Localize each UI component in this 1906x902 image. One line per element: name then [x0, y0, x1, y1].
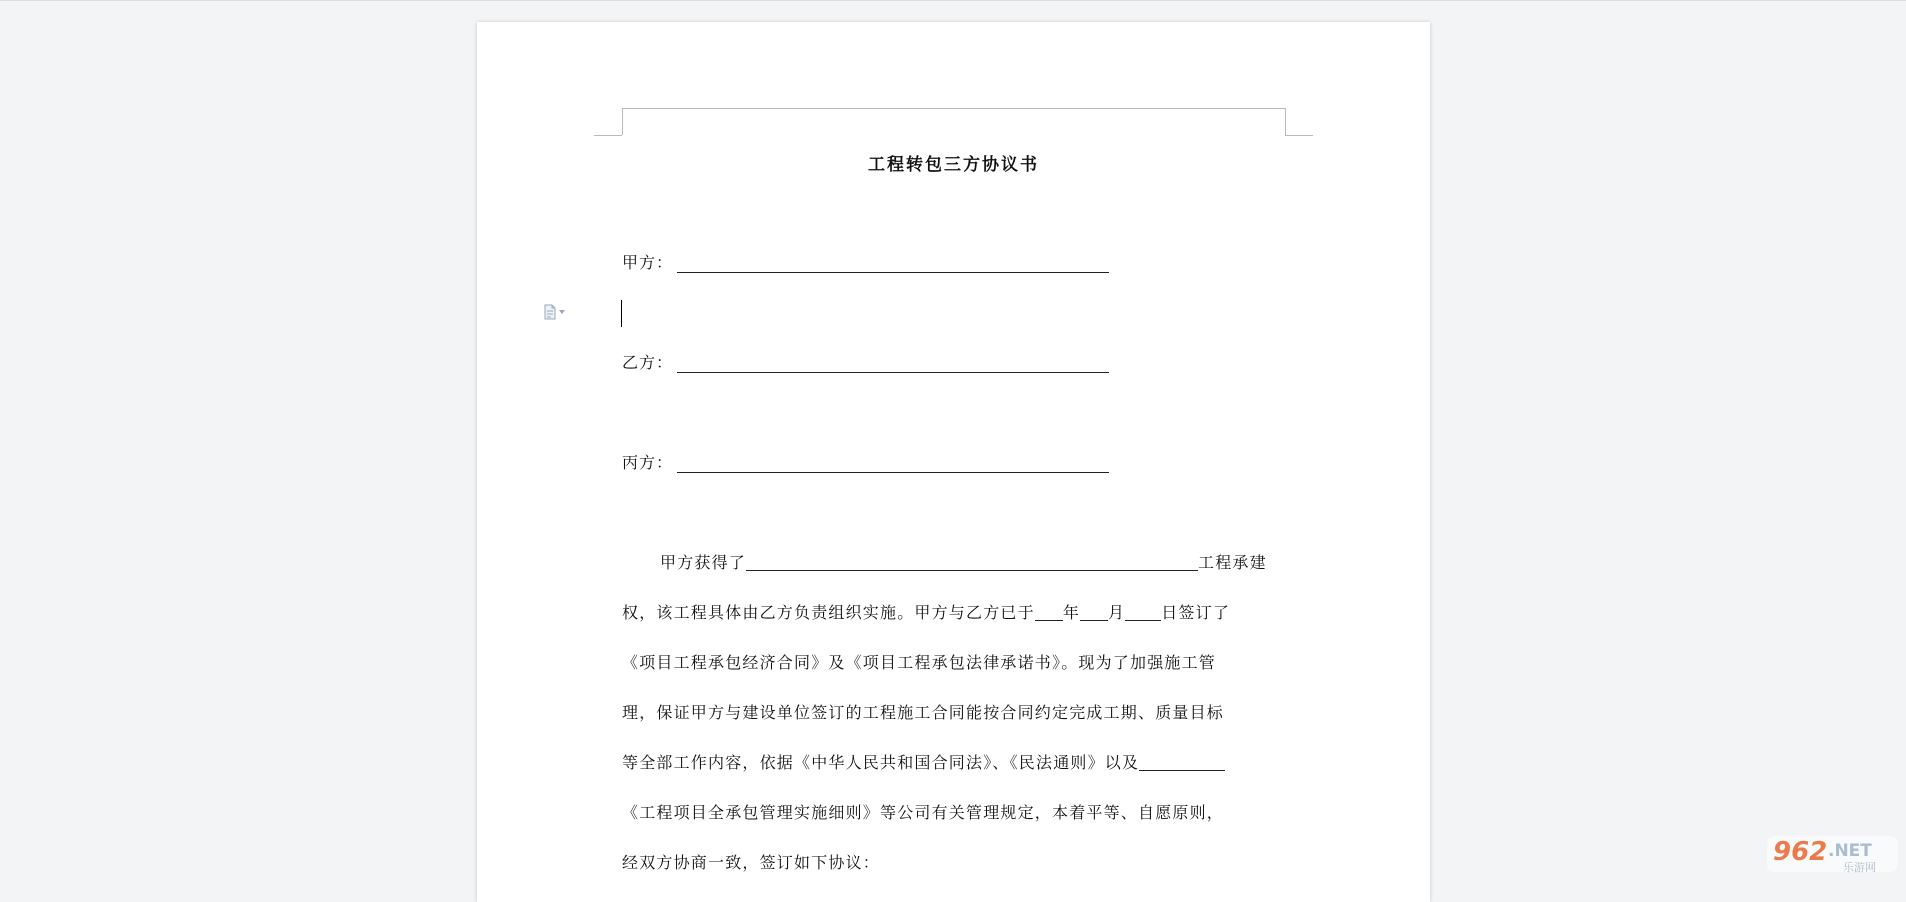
day-blank[interactable]: [1125, 602, 1161, 621]
svg-text:乐游网: 乐游网: [1843, 861, 1876, 874]
body-line-4: 理，保证甲方与建设单位签订的工程施工合同能按合同约定完成工期、质量目标: [622, 703, 1225, 722]
paragraph-options-icon: [543, 304, 557, 320]
body-line-1: [622, 538, 1285, 588]
body-line-6: 《工程项目全承包管理实施细则》等公司有关管理规定，本着平等、自愿原则，: [622, 803, 1225, 822]
party-a-label: 甲方：: [622, 253, 674, 272]
year-blank[interactable]: [1035, 602, 1063, 621]
project-name-blank[interactable]: [746, 552, 1198, 571]
party-c-label: 丙方：: [622, 453, 674, 472]
body-line-5: [622, 738, 1285, 788]
body-text: 甲方获得了: [660, 553, 747, 572]
document-page[interactable]: [477, 22, 1430, 902]
party-c-row: [622, 449, 1109, 473]
body-text: 工程承建: [1198, 553, 1267, 572]
body-line-2: [622, 588, 1285, 638]
party-c-blank[interactable]: [677, 450, 1109, 473]
body-text: 月: [1108, 603, 1126, 622]
party-b-label: 乙方：: [622, 353, 674, 372]
chevron-down-icon: [559, 310, 565, 314]
text-cursor: [621, 300, 622, 327]
paragraph-options[interactable]: [543, 304, 569, 320]
toolbar-bottom-border: [0, 0, 1906, 1]
body-text: 权，该工程具体由乙方负责组织实施。甲方与乙方已于: [622, 603, 1035, 622]
body-text: 日签订了: [1161, 603, 1231, 622]
site-watermark-logo: [1765, 830, 1900, 874]
header-left-tick: [594, 135, 622, 136]
body-text: 年: [1062, 603, 1081, 622]
regulation-blank[interactable]: [1139, 752, 1225, 771]
party-a-row: [622, 249, 1109, 273]
watermark-icon: [1765, 830, 1900, 874]
header-right-tick: [1285, 135, 1313, 136]
svg-text:.NET: .NET: [1828, 841, 1872, 861]
party-b-blank[interactable]: [677, 350, 1109, 373]
body-line-3: 《项目工程承包经济合同》及《项目工程承包法律承诺书》。现为了加强施工管: [622, 653, 1217, 672]
body-line-7: 经双方协商一致，签订如下协议：: [622, 853, 881, 872]
body-text: 等全部工作内容，依据《中华人民共和国合同法》、《民法通则》以及: [622, 753, 1140, 772]
header-left-corner: [622, 108, 623, 135]
party-b-row: [622, 349, 1109, 373]
header-right-corner: [1285, 108, 1286, 135]
month-blank[interactable]: [1080, 602, 1108, 621]
party-a-blank[interactable]: [677, 250, 1109, 273]
svg-text:962: 962: [1773, 837, 1828, 867]
document-title: 工程转包三方协议书: [868, 155, 1039, 175]
header-margin-line: [622, 108, 1286, 109]
